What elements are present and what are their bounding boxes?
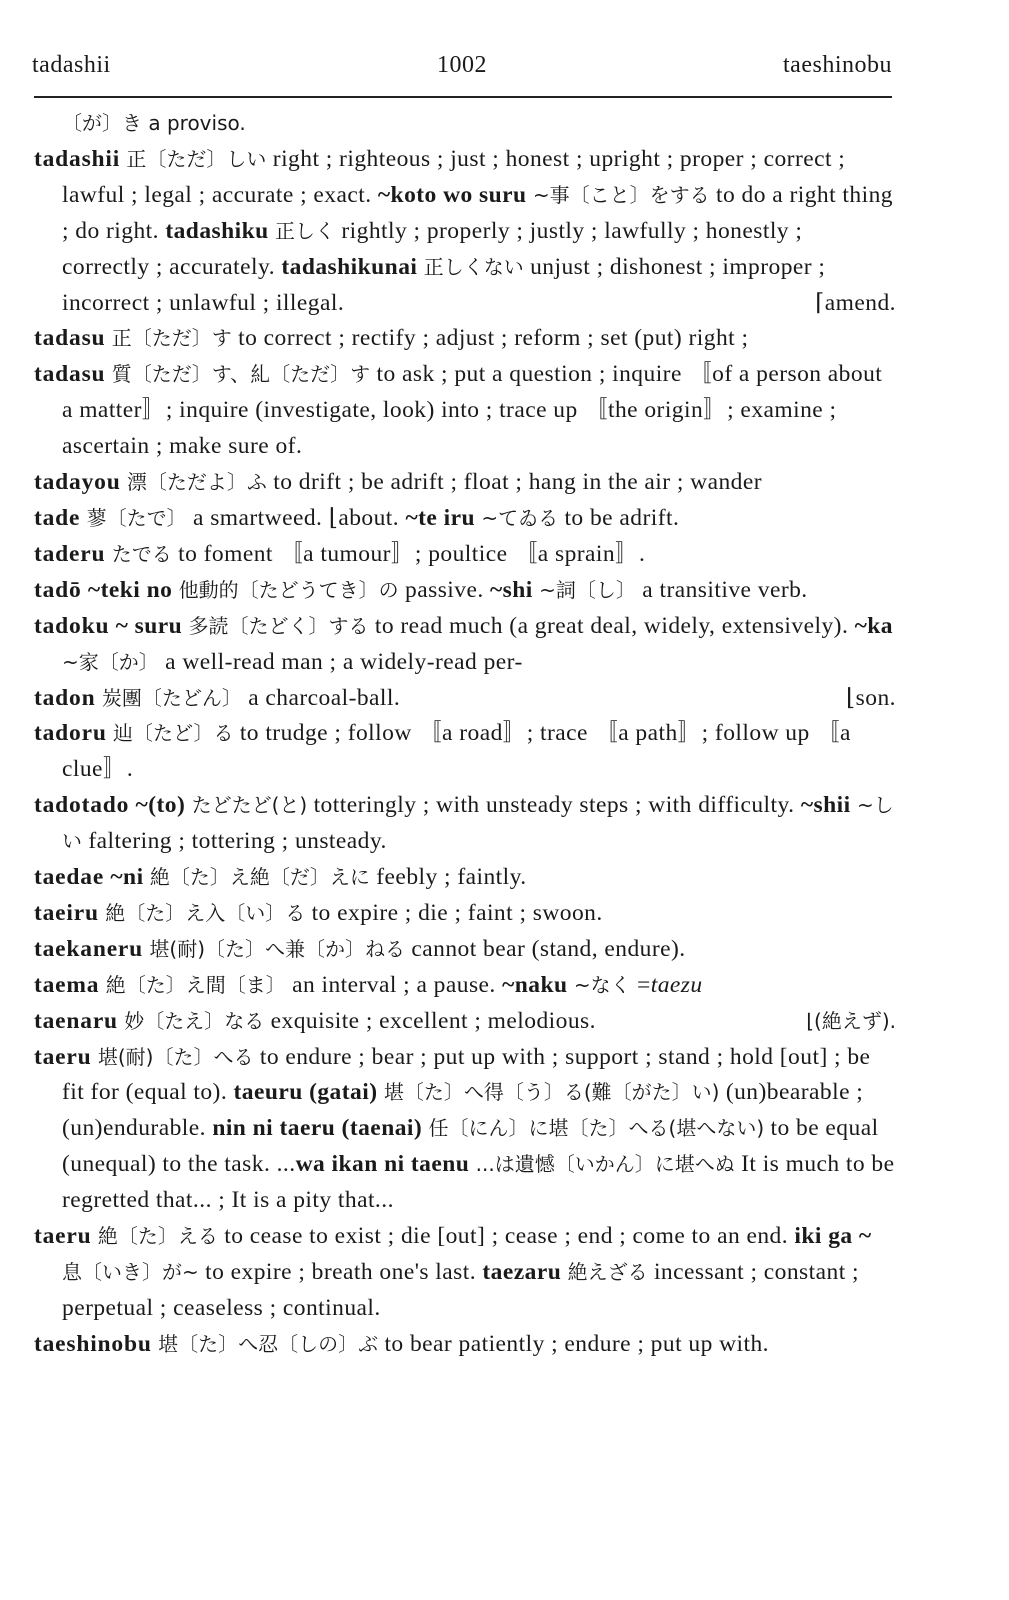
subentry: ~ni (104, 864, 144, 891)
headword: taekaneru (34, 935, 144, 962)
definition: to be equal (unequal) to the task. ... (62, 1115, 879, 1178)
headword: tadon (34, 684, 96, 711)
subentry: tadashikunai (281, 253, 418, 280)
definition: a transitive verb. (642, 576, 808, 603)
dictionary-entry (34, 609, 896, 681)
subentry: ~shi (490, 576, 533, 603)
subentry: wa ikan ni taenu (295, 1151, 470, 1178)
japanese-form: 絶〔た〕え入〔い〕る (98, 900, 312, 925)
headword: tadayou (34, 469, 121, 496)
dictionary-entry (34, 681, 896, 717)
headword: taenaru (34, 1007, 118, 1034)
dictionary-entry (34, 1327, 896, 1363)
japanese-form: 絶〔た〕える (91, 1224, 225, 1249)
dictionary-entry (34, 321, 896, 357)
japanese-form: 正〔ただ〕しい (120, 146, 273, 171)
japanese-form: 堪〔た〕へ忍〔しの〕ぶ (151, 1331, 385, 1356)
definition: to read much (a great deal, widely, extensively). (374, 612, 855, 639)
page-header (32, 52, 892, 92)
headword: tadasu (34, 325, 106, 352)
dictionary-entry (34, 573, 896, 609)
japanese-form: 絶えざる (561, 1260, 654, 1284)
japanese-form: 正しく (268, 218, 342, 243)
header-first-entry: tadashii (32, 52, 111, 78)
dictionary-entry (34, 1040, 896, 1220)
definition: totteringly ; with unsteady steps ; with difficulty. (313, 792, 801, 819)
definition: unjust ; dishonest ; improper ; incorrect ; unlawful ; illegal. (62, 253, 826, 316)
header-rule (34, 96, 892, 98)
japanese-form: 質〔ただ〕す、糺〔ただ〕す (105, 362, 377, 387)
headword: tadasu (34, 361, 106, 388)
japanese-form: ~しい (62, 793, 894, 854)
entries-column (34, 106, 896, 1363)
headword: tadotado (34, 792, 130, 819)
dictionary-entry (34, 860, 896, 896)
japanese-form: 他動的〔たどうてき〕の (172, 577, 406, 602)
definition: incessant ; constant ; perpetual ; ceaseless ; continual. (62, 1259, 859, 1321)
dictionary-entry (34, 716, 896, 788)
overflow-fragment: ⌈amend. (815, 289, 896, 316)
japanese-form: 正しくない (417, 254, 531, 279)
definition: to drift ; be adrift ; float ; hang in the air ; wander (273, 469, 763, 496)
definition: exquisite ; excellent ; melodious. (270, 1007, 596, 1034)
subentry: ~naku (502, 971, 568, 998)
dictionary-entry (34, 357, 896, 465)
definition: to cease to exist ; die [out] ; cease ; end ; come to an end. (224, 1223, 795, 1250)
japanese-form: 辿〔たど〕る (106, 721, 240, 746)
overflow-fragment: ⌊(絶えず). (806, 1008, 896, 1033)
japanese-form: 絶〔た〕え絶〔だ〕えに (143, 865, 377, 890)
definition: a charcoal-ball. (248, 684, 401, 711)
subentry: taeuru (gatai) (233, 1079, 378, 1106)
japanese-form: ...は遺憾〔いかん〕に堪へぬ (469, 1152, 742, 1177)
definition: to expire ; die ; faint ; swoon. (311, 899, 603, 926)
headword: taedae (34, 864, 105, 891)
subentry: iki ga ~ (794, 1223, 872, 1250)
japanese-form: たどたど(と) (185, 793, 314, 818)
header-last-entry: taeshinobu (783, 52, 892, 78)
headword: tade (34, 504, 81, 531)
headword: tadoru (34, 720, 107, 747)
dictionary-entry (34, 142, 896, 322)
japanese-form: 蓼〔たで〕 (80, 505, 193, 530)
definition: (un)bearable ; (un)endurable. (62, 1079, 864, 1142)
definition: to bear patiently ; endure ; put up with. (384, 1330, 770, 1357)
definition: It is much to be regretted that... ; It is a pity that... (62, 1151, 895, 1214)
definition: rightly ; properly ; justly ; lawfully ; honestly ; correctly ; accurately. (62, 217, 803, 280)
definition: cannot bear (stand, endure). (411, 935, 686, 962)
definition: right ; righteous ; just ; honest ; upright ; proper ; correct ; lawful ; legal ; accurate ; exact. (62, 145, 846, 208)
japanese-form: 息〔いき〕が~ (62, 1260, 206, 1284)
subentry: ~te iru (405, 504, 475, 531)
overflow-fragment: ⌊son. (846, 684, 896, 711)
definition: to be adrift. (564, 504, 680, 531)
subentry: ~ suru (109, 612, 183, 639)
definition: to correct ; rectify ; adjust ; reform ; set (put) right ; (238, 325, 749, 352)
definition: to do a right thing ; do right. (62, 181, 893, 244)
japanese-form: たでる (105, 541, 179, 566)
headword: tadoku (34, 612, 110, 639)
headword: taeiru (34, 899, 99, 926)
headword: taeru (34, 1223, 92, 1250)
japanese-form: 堪(耐)〔た〕へる (91, 1044, 260, 1069)
definition: to endure ; bear ; put up with ; support ; stand ; hold [out] ; be fit for (equal to). (62, 1043, 871, 1106)
definition: to trudge ; follow 〚a road〛; trace 〚a path〛; follow up 〚a clue〛. (62, 720, 851, 783)
entry-continuation (34, 106, 896, 142)
dictionary-entry (34, 537, 896, 573)
japanese-form: 絶〔た〕え間〔ま〕 (99, 972, 293, 997)
japanese-form: 炭團〔たどん〕 (95, 685, 249, 710)
definition: to expire ; breath one's last. (205, 1259, 483, 1285)
subentry: ~shii (800, 792, 851, 819)
japanese-form: 堪〔た〕へ得〔う〕る(難〔がた〕い) (377, 1080, 726, 1105)
japanese-form: ~てゐる (474, 505, 565, 530)
definition: a well-read man ; a widely-read per- (165, 648, 523, 675)
definition: = (637, 971, 651, 998)
headword: taderu (34, 540, 106, 567)
japanese-form: 任〔にん〕に堪〔た〕へる(堪へない) (422, 1116, 771, 1141)
japanese-form: ~家〔か〕 (62, 649, 166, 674)
japanese-form: 正〔ただ〕す (105, 326, 239, 351)
subentry: ~(to) (129, 792, 186, 819)
japanese-form: ~なく (567, 972, 638, 997)
dictionary-entry (34, 465, 896, 501)
subentry: tadashiku (165, 217, 269, 244)
japanese-form: 漂〔ただよ〕ふ (120, 470, 274, 495)
dictionary-entry (34, 968, 896, 1004)
page-number: 1002 (437, 52, 487, 78)
dictionary-entry (34, 788, 896, 860)
headword: taema (34, 971, 100, 998)
subentry: nin ni taeru (taenai) (212, 1115, 423, 1142)
japanese-form: ~事〔こと〕をする (526, 182, 717, 207)
definition: feebly ; faintly. (376, 864, 527, 891)
dictionary-entry (34, 501, 896, 537)
dictionary-entry (34, 1004, 896, 1040)
definition: a smartweed. ⌊about. (193, 504, 406, 531)
headword: tadashii (34, 145, 121, 172)
japanese-form: 多読〔たどく〕する (182, 613, 375, 638)
definition: to ask ; put a question ; inquire 〚of a person about a matter〛; inquire (investigate, look) into ; trace up 〚the origin〛; examine ; ascertain ; make sure of. (62, 361, 883, 460)
headword: taeru (34, 1043, 92, 1070)
definition: to foment 〚a tumour〛; poultice 〚a sprain〛. (178, 540, 646, 567)
dictionary-entry (34, 932, 896, 968)
headword: taeshinobu (34, 1330, 152, 1357)
subentry: ~ka (854, 612, 893, 639)
subentry: ~koto wo suru (377, 181, 527, 208)
subentry: ~teki no (81, 576, 173, 603)
definition: an interval ; a pause. (292, 971, 503, 998)
subentry: taezaru (482, 1259, 562, 1285)
japanese-form: ~詞〔し〕 (532, 577, 643, 602)
definition: faltering ; tottering ; unsteady. (88, 828, 387, 855)
headword: tadō (34, 576, 82, 603)
definition: passive. (405, 576, 491, 603)
japanese-form: 堪(耐)〔た〕へ兼〔か〕ねる (143, 936, 412, 961)
dictionary-entry (34, 896, 896, 932)
japanese-form: 妙〔たえ〕なる (117, 1008, 271, 1033)
dictionary-entry (34, 1219, 896, 1327)
entry-text: 〔が〕き a proviso. (62, 111, 246, 135)
cross-reference: taezu (650, 971, 703, 998)
